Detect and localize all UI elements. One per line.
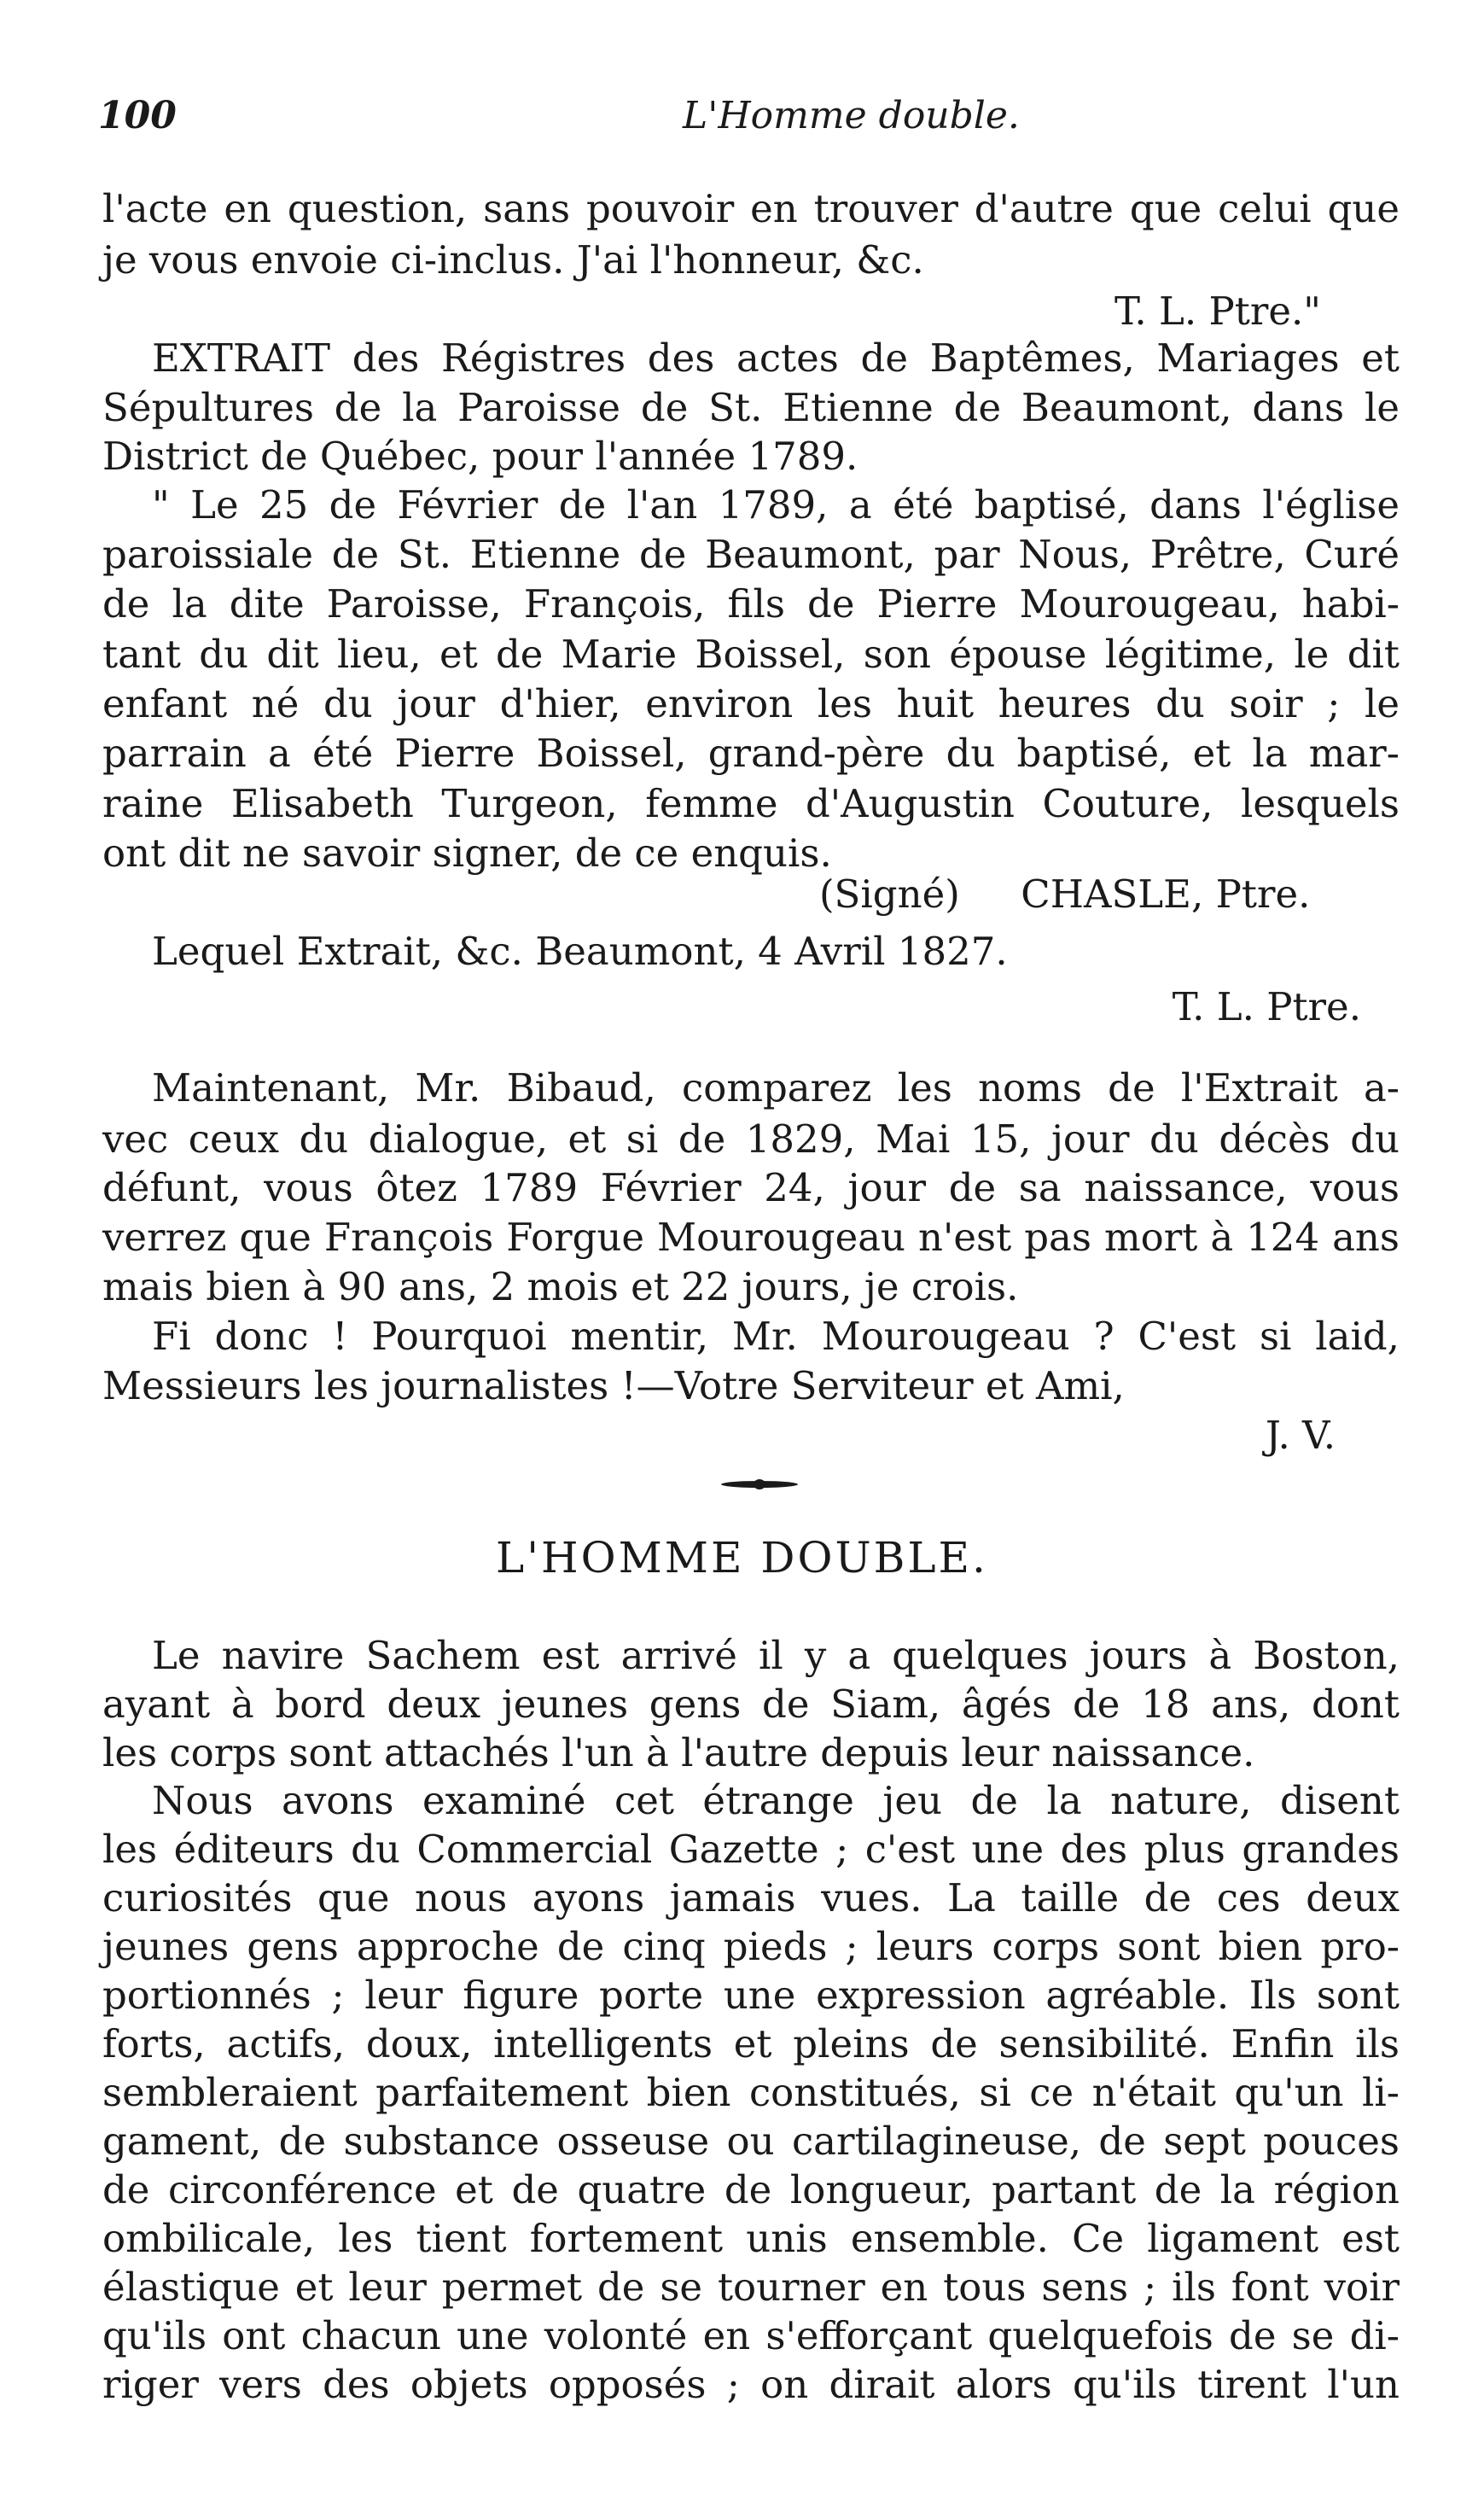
extrait-line: enfant né du jour d'hier, environ les huit heures du soir ; le [102,681,1400,726]
page-number: 100 [98,94,177,137]
reply-line: défunt, vous ôtez 1789 Février 24, jour de sa naissance, vous [102,1165,1400,1210]
article-line: sembleraient parfaitement bien constitués, si ce n'était qu'un li- [102,2070,1400,2115]
extrait-line: " Le 25 de Février de l'an 1789, a été baptisé, dans l'église [152,482,1400,527]
letter-line: je vous envoie ci-inclus. J'ai l'honneur, &c. [102,237,924,283]
extrait-line: paroissiale de St. Etienne de Beaumont, par Nous, Prêtre, Curé [102,532,1400,577]
reply-line: vec ceux du dialogue, et si de 1829, Mai 15, jour du décès du [102,1116,1400,1162]
reply-line: Fi donc ! Pourquoi mentir, Mr. Mourougeau ? C'est si laid, [152,1314,1400,1359]
letter-line: l'acte en question, sans pouvoir en trouver d'autre que celui que [102,186,1400,231]
article-line: les éditeurs du Commercial Gazette ; c'est une des plus grandes [102,1827,1400,1872]
article-line: gament, de substance osseuse ou cartilagineuse, de sept pouces [102,2119,1400,2164]
article-line: curiosités que nous ayons jamais vues. La taille de ces deux [102,1875,1400,1921]
extrait-line: de la dite Paroisse, François, fils de Pierre Mourougeau, habi- [102,581,1400,627]
extrait-signed: (Signé) CHASLE, Ptre. [819,871,1311,917]
article-line: ombilicale, les tient fortement unis ensemble. Ce ligament est [102,2216,1400,2261]
extrait-line: EXTRAIT des Régistres des actes de Baptêmes, Mariages et [152,335,1400,381]
section-divider-ornament [721,1481,798,1488]
extrait-line: Sépultures de la Paroisse de St. Etienne de Beaumont, dans le [102,385,1400,430]
extrait-line: raine Elisabeth Turgeon, femme d'Augustin Couture, lesquels [102,781,1400,826]
article-line: de circonférence et de quatre de longueur, partant de la région [102,2167,1400,2212]
article-line: les corps sont attachés l'un à l'autre depuis leur naissance. [102,1730,1255,1775]
article-line: forts, actifs, doux, intelligents et pleins de sensibilité. Enfin ils [102,2021,1400,2066]
reply-line: mais bien à 90 ans, 2 mois et 22 jours, je crois. [102,1264,1019,1309]
page-header [0,94,1484,145]
article-line: portionnés ; leur figure porte une expression agréable. Ils sont [102,1973,1400,2018]
article-heading: L'HOMME DOUBLE. [496,1533,988,1582]
reply-line: verrez que François Forgue Mourougeau n'est pas mort à 124 ans [102,1215,1400,1260]
article-line: Nous avons examiné cet étrange jeu de la nature, disent [152,1778,1400,1823]
article-line: riger vers des objets opposés ; on dirait alors qu'ils tirent l'un [102,2362,1400,2407]
extrait-line: Lequel Extrait, &c. Beaumont, 4 Avril 1827. [152,929,1008,974]
running-title: L'Homme double. [683,94,1020,137]
extrait-signature: T. L. Ptre. [1172,984,1361,1029]
extrait-line: parrain a été Pierre Boissel, grand-père du baptisé, et la mar- [102,731,1400,776]
extrait-line: District de Québec, pour l'année 1789. [102,434,858,479]
letter-signature: T. L. Ptre." [1114,289,1321,334]
article-line: Le navire Sachem est arrivé il y a quelques jours à Boston, [152,1633,1400,1678]
reply-line: Messieurs les journalistes !—Votre Serviteur et Ami, [102,1363,1125,1408]
article-line: ayant à bord deux jeunes gens de Siam, âgés de 18 ans, dont [102,1682,1400,1727]
reply-line: Maintenant, Mr. Bibaud, comparez les noms de l'Extrait a- [152,1065,1400,1110]
article-line: qu'ils ont chacun une volonté en s'efforçant quelquefois de se di- [102,2313,1400,2358]
extrait-line: ont dit ne savoir signer, de ce enquis. [102,831,832,876]
article-line: élastique et leur permet de se tourner en tous sens ; ils font voir [102,2264,1400,2310]
article-line: jeunes gens approche de cinq pieds ; leurs corps sont bien pro- [102,1924,1400,1969]
reply-signature: J. V. [1265,1413,1336,1458]
extrait-line: tant du dit lieu, et de Marie Boissel, son épouse légitime, le dit [102,632,1400,677]
